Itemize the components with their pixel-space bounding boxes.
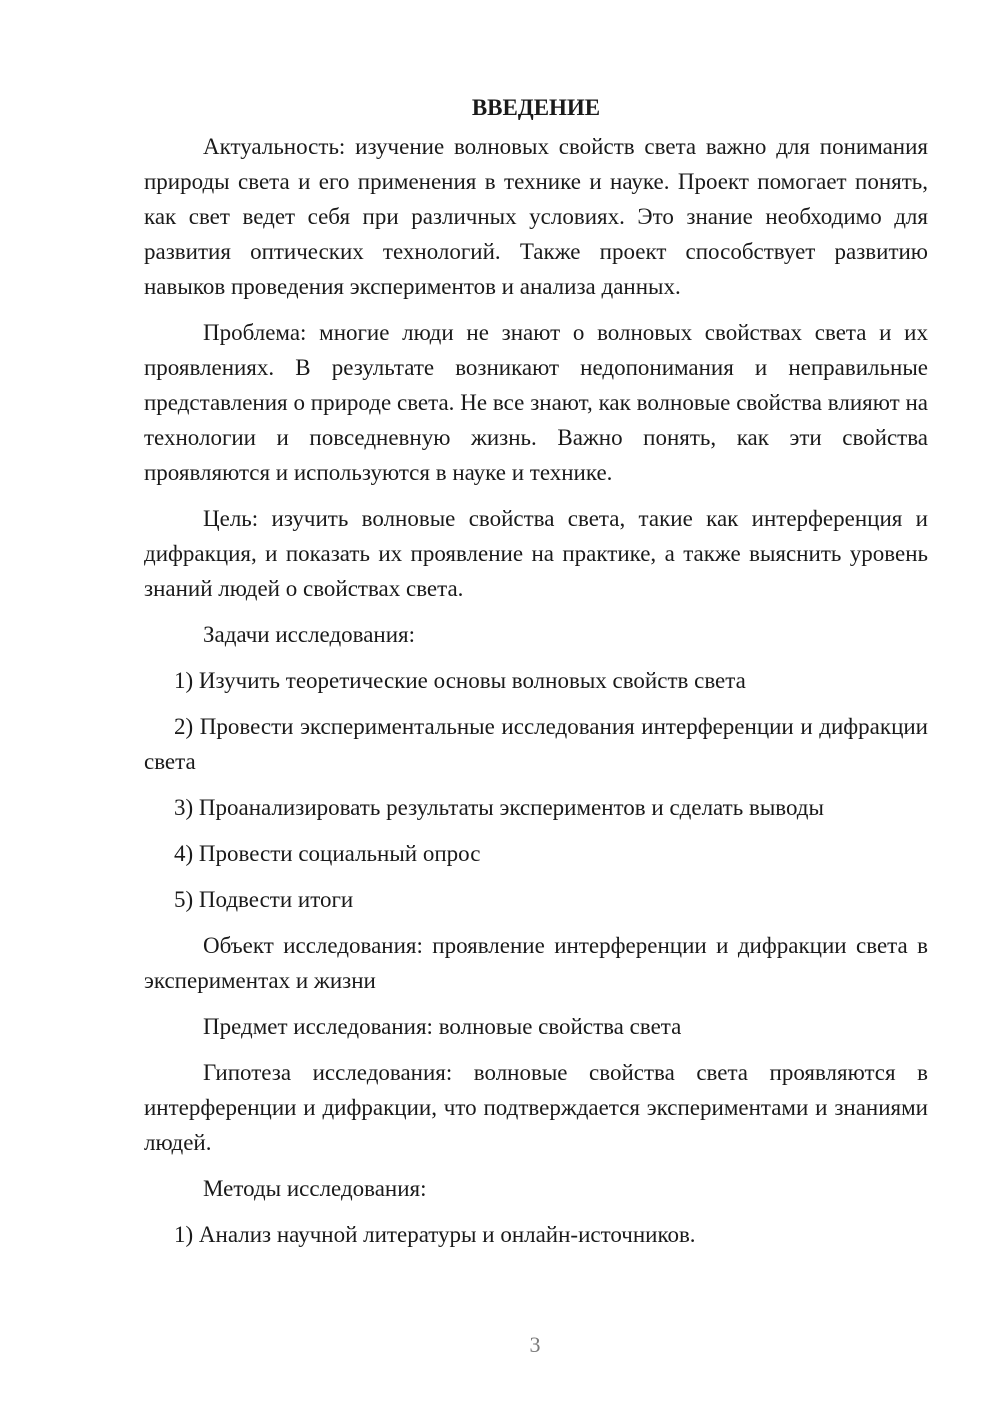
page-content — [144, 90, 928, 1263]
paragraph-subject: Предмет исследования: волновые свойства света — [203, 1014, 682, 1039]
tasks-heading: Задачи исследования: — [203, 622, 416, 647]
paragraph-problem: Проблема: многие люди не знают о волновых свойствах света и их проявлениях. В результате возникают недопонимания и неправильные представления о природе света. Не все знают, как волновые свойства влияют на технологии и повседневную жизнь. Важно понять, как эти свойства проявляются и используются в науке и технике. — [144, 320, 928, 485]
paragraph-goal: Цель: изучить волновые свойства света, такие как интерференция и дифракция, и показать их проявление на практике, а также выяснить уровень знаний людей о свойствах света. — [144, 506, 928, 601]
paragraph-relevance: Актуальность: изучение волновых свойств света важно для понимания природы света и его применения в технике и науке. Проект помогает понять, как свет ведет себя при различных условиях. Это знание необходимо для развития оптических технологий. Также проект способствует развитию навыков проведения экспериментов и анализа данных. — [144, 134, 928, 299]
method-item-1: 1) Анализ научной литературы и онлайн-источников. — [174, 1222, 696, 1247]
task-item-5: 5) Подвести итоги — [174, 887, 354, 912]
task-item-4: 4) Провести социальный опрос — [174, 841, 481, 866]
methods-heading: Методы исследования: — [203, 1176, 427, 1201]
page-number: 3 — [529, 1332, 541, 1357]
task-item-2: 2) Провести экспериментальные исследования интерференции и дифракции света — [144, 714, 928, 774]
task-item-1: 1) Изучить теоретические основы волновых свойств света — [174, 668, 746, 693]
task-item-3: 3) Проанализировать результаты экспериментов и сделать выводы — [174, 795, 824, 820]
paragraph-hypothesis: Гипотеза исследования: волновые свойства света проявляются в интерференции и дифракции, что подтверждается экспериментами и знаниями людей. — [144, 1060, 928, 1155]
section-title: ВВЕДЕНИЕ — [471, 95, 601, 120]
paragraph-object: Объект исследования: проявление интерференции и дифракции света в экспериментах и жизни — [144, 933, 928, 993]
